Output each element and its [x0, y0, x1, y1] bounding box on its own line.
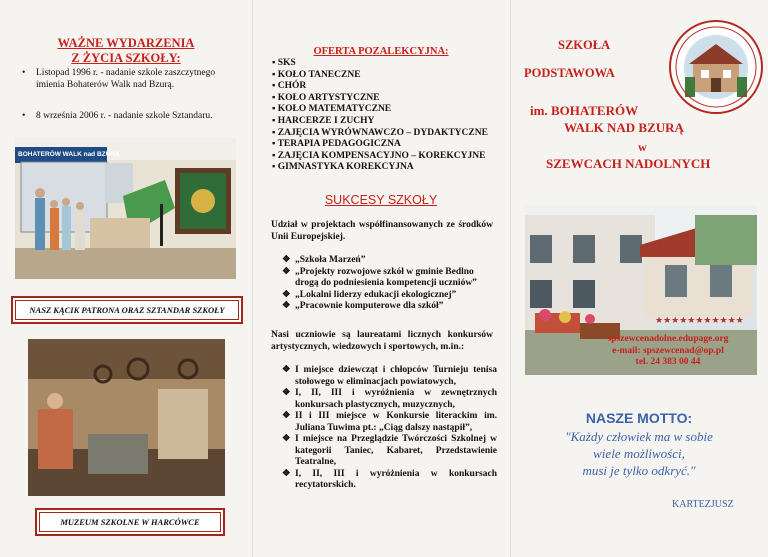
- list-item: ▪ GIMNASTYKA KOREKCYJNA: [272, 162, 414, 173]
- caption-text: MUZEUM SZKOLNE W HARCÓWCE: [39, 512, 221, 532]
- caption-text: NASZ KĄCIK PATRONA ORAZ SZTANDAR SZKOŁY: [15, 300, 239, 320]
- diamond-bullet-icon: ❖: [282, 468, 291, 479]
- list-item: ❖ „Projekty rozwojowe szkół w gminie Bedlno drogą do podniesienia kompetencji uczniów”: [282, 266, 477, 288]
- school-seal-graphic: [671, 22, 761, 112]
- middle-panel: [252, 0, 510, 557]
- event-text: 8 września 2006 r. - nadanie szkole Sztandaru.: [36, 111, 213, 121]
- list-item: ▪ HARCERZE I ZUCHY: [272, 115, 375, 126]
- svg-text:★★★★★★★★★★★: ★★★★★★★★★★★: [655, 316, 744, 326]
- list-item: ▪ ZAJĘCIA WYRÓWNAWCZO – DYDAKTYCZNE: [272, 127, 488, 138]
- events-heading-line2: Z ŻYCIA SZKOŁY:: [71, 51, 181, 65]
- square-bullet-icon: ▪: [272, 162, 278, 173]
- square-bullet-icon: ▪: [272, 92, 278, 103]
- list-item: ❖ I, II, III i wyróżnienia w zewnętrznych konkursach plastycznych, muzycznych,: [282, 388, 497, 410]
- offer-list: [272, 58, 504, 174]
- website-link[interactable]: spszewcenadolne.edupage.org: [607, 334, 729, 344]
- list-item: ❖ II i III miejsce w Konkursie literackim im. Juliana Tuwima pt.: „Ciąg dalszy nastąpił”,: [282, 411, 497, 433]
- diamond-bullet-icon: ❖: [282, 434, 291, 444]
- school-logo: [669, 20, 763, 114]
- bullet-icon: •: [22, 68, 26, 78]
- square-bullet-icon: ▪: [272, 115, 278, 126]
- title-line-5: w: [638, 140, 647, 154]
- projects-intro: Udział w projektach współfinansowanych ze środków Unii Europejskiej.: [271, 220, 493, 242]
- email-link[interactable]: e-mail: spszewcenad@op.pl: [612, 345, 724, 356]
- list-item: ❖ I, II, III i wyróżnienia w konkursach recytatorskich.: [282, 468, 497, 490]
- left-panel: [0, 0, 252, 557]
- title-line-4: WALK NAD BZURĄ: [564, 120, 684, 135]
- list-item: ▪ TERAPIA PEDAGOGICZNA: [272, 139, 401, 150]
- diamond-bullet-icon: ❖: [282, 411, 291, 421]
- list-item: ▪ ZAJĘCIA KOMPENSACYJNO – KOREKCYJNE: [272, 150, 486, 161]
- motto-line: musi je tylko odkryć.": [582, 463, 696, 478]
- square-bullet-icon: ▪: [272, 104, 278, 115]
- list-item: ❖ „Szkoła Marzeń”: [282, 255, 366, 265]
- contact-block: [580, 334, 756, 369]
- list-item: ❖ I miejsce na Przeglądzie Twórczości Szkolnej w kategorii Taniec, Kabaret, Przedstawienie Teatralne,: [282, 434, 497, 467]
- photo-sign-text: BOHATERÓW WALK nad BZURĄ: [18, 151, 120, 158]
- square-bullet-icon: ▪: [272, 150, 278, 161]
- square-bullet-icon: ▪: [272, 139, 278, 150]
- event-item: [22, 111, 222, 123]
- title-line-6: SZEWCACH NADOLNYCH: [546, 156, 711, 171]
- title-line-1: SZKOŁA: [558, 38, 611, 52]
- square-bullet-icon: ▪: [272, 127, 278, 138]
- motto-quote: [510, 428, 768, 479]
- list-item: ▪ CHÓR: [272, 81, 307, 92]
- event-text: Listopad 1996 r. - nadanie szkole zaszczytnego imienia Bohaterów Walk nad Bzurą.: [36, 68, 216, 90]
- phone-text: tel. 24 383 00 44: [635, 357, 701, 367]
- diamond-bullet-icon: ❖: [282, 255, 291, 265]
- success-heading: SUKCESY SZKOŁY: [324, 193, 438, 207]
- bullet-icon: •: [22, 111, 26, 121]
- diamond-bullet-icon: ❖: [282, 301, 291, 311]
- list-item: ▪ KOŁO MATEMATYCZNE: [272, 104, 392, 115]
- events-heading-line1: WAŻNE WYDARZENIA: [57, 36, 195, 50]
- diamond-bullet-icon: ❖: [282, 266, 291, 277]
- square-bullet-icon: ▪: [272, 81, 278, 92]
- list-item: ❖ „Pracownie komputerowe dla szkół”: [282, 301, 444, 311]
- right-panel: [510, 0, 768, 557]
- school-museum-illustration: [28, 339, 225, 496]
- motto-line: "Każdy człowiek ma w sobie: [565, 429, 713, 444]
- diamond-bullet-icon: ❖: [282, 365, 291, 375]
- diamond-bullet-icon: ❖: [282, 388, 291, 398]
- caption-patron-corner: [11, 296, 243, 324]
- square-bullet-icon: ▪: [272, 58, 278, 68]
- patron-corner-illustration: [15, 138, 236, 279]
- school-museum-photo: [28, 339, 225, 496]
- achievements-list: [282, 365, 497, 492]
- list-item: ❖ I miejsce dziewcząt i chłopców Turnieju tenisa stołowego w eliminacjach powiatowych,: [282, 365, 497, 387]
- offer-heading: OFERTA POZALEKCYJNA:: [313, 46, 449, 57]
- motto-line: wiele możliwości,: [593, 446, 685, 461]
- list-item: ❖ „Lokalni liderzy edukacji ekologicznej”: [282, 289, 457, 300]
- laureates-intro: Nasi uczniowie są laureatami licznych konkursów artystycznych, wiedzowych i sportowych, m.in.:: [271, 330, 493, 352]
- event-item: [22, 68, 222, 91]
- list-item: ▪ KOŁO ARTYSTYCZNE: [272, 92, 380, 103]
- title-line-3: im. BOHATERÓW: [530, 103, 639, 118]
- motto-author: KARTEZJUSZ: [672, 499, 734, 510]
- list-item: ▪ SKS: [272, 58, 296, 68]
- caption-school-museum: [35, 508, 225, 536]
- square-bullet-icon: ▪: [272, 69, 278, 80]
- motto-heading: NASZE MOTTO:: [585, 410, 693, 426]
- list-item: ▪ KOŁO TANECZNE: [272, 69, 361, 80]
- title-line-2: PODSTAWOWA: [524, 66, 615, 80]
- patron-corner-photo: [15, 138, 236, 279]
- diamond-bullet-icon: ❖: [282, 289, 291, 300]
- projects-list: [282, 255, 497, 313]
